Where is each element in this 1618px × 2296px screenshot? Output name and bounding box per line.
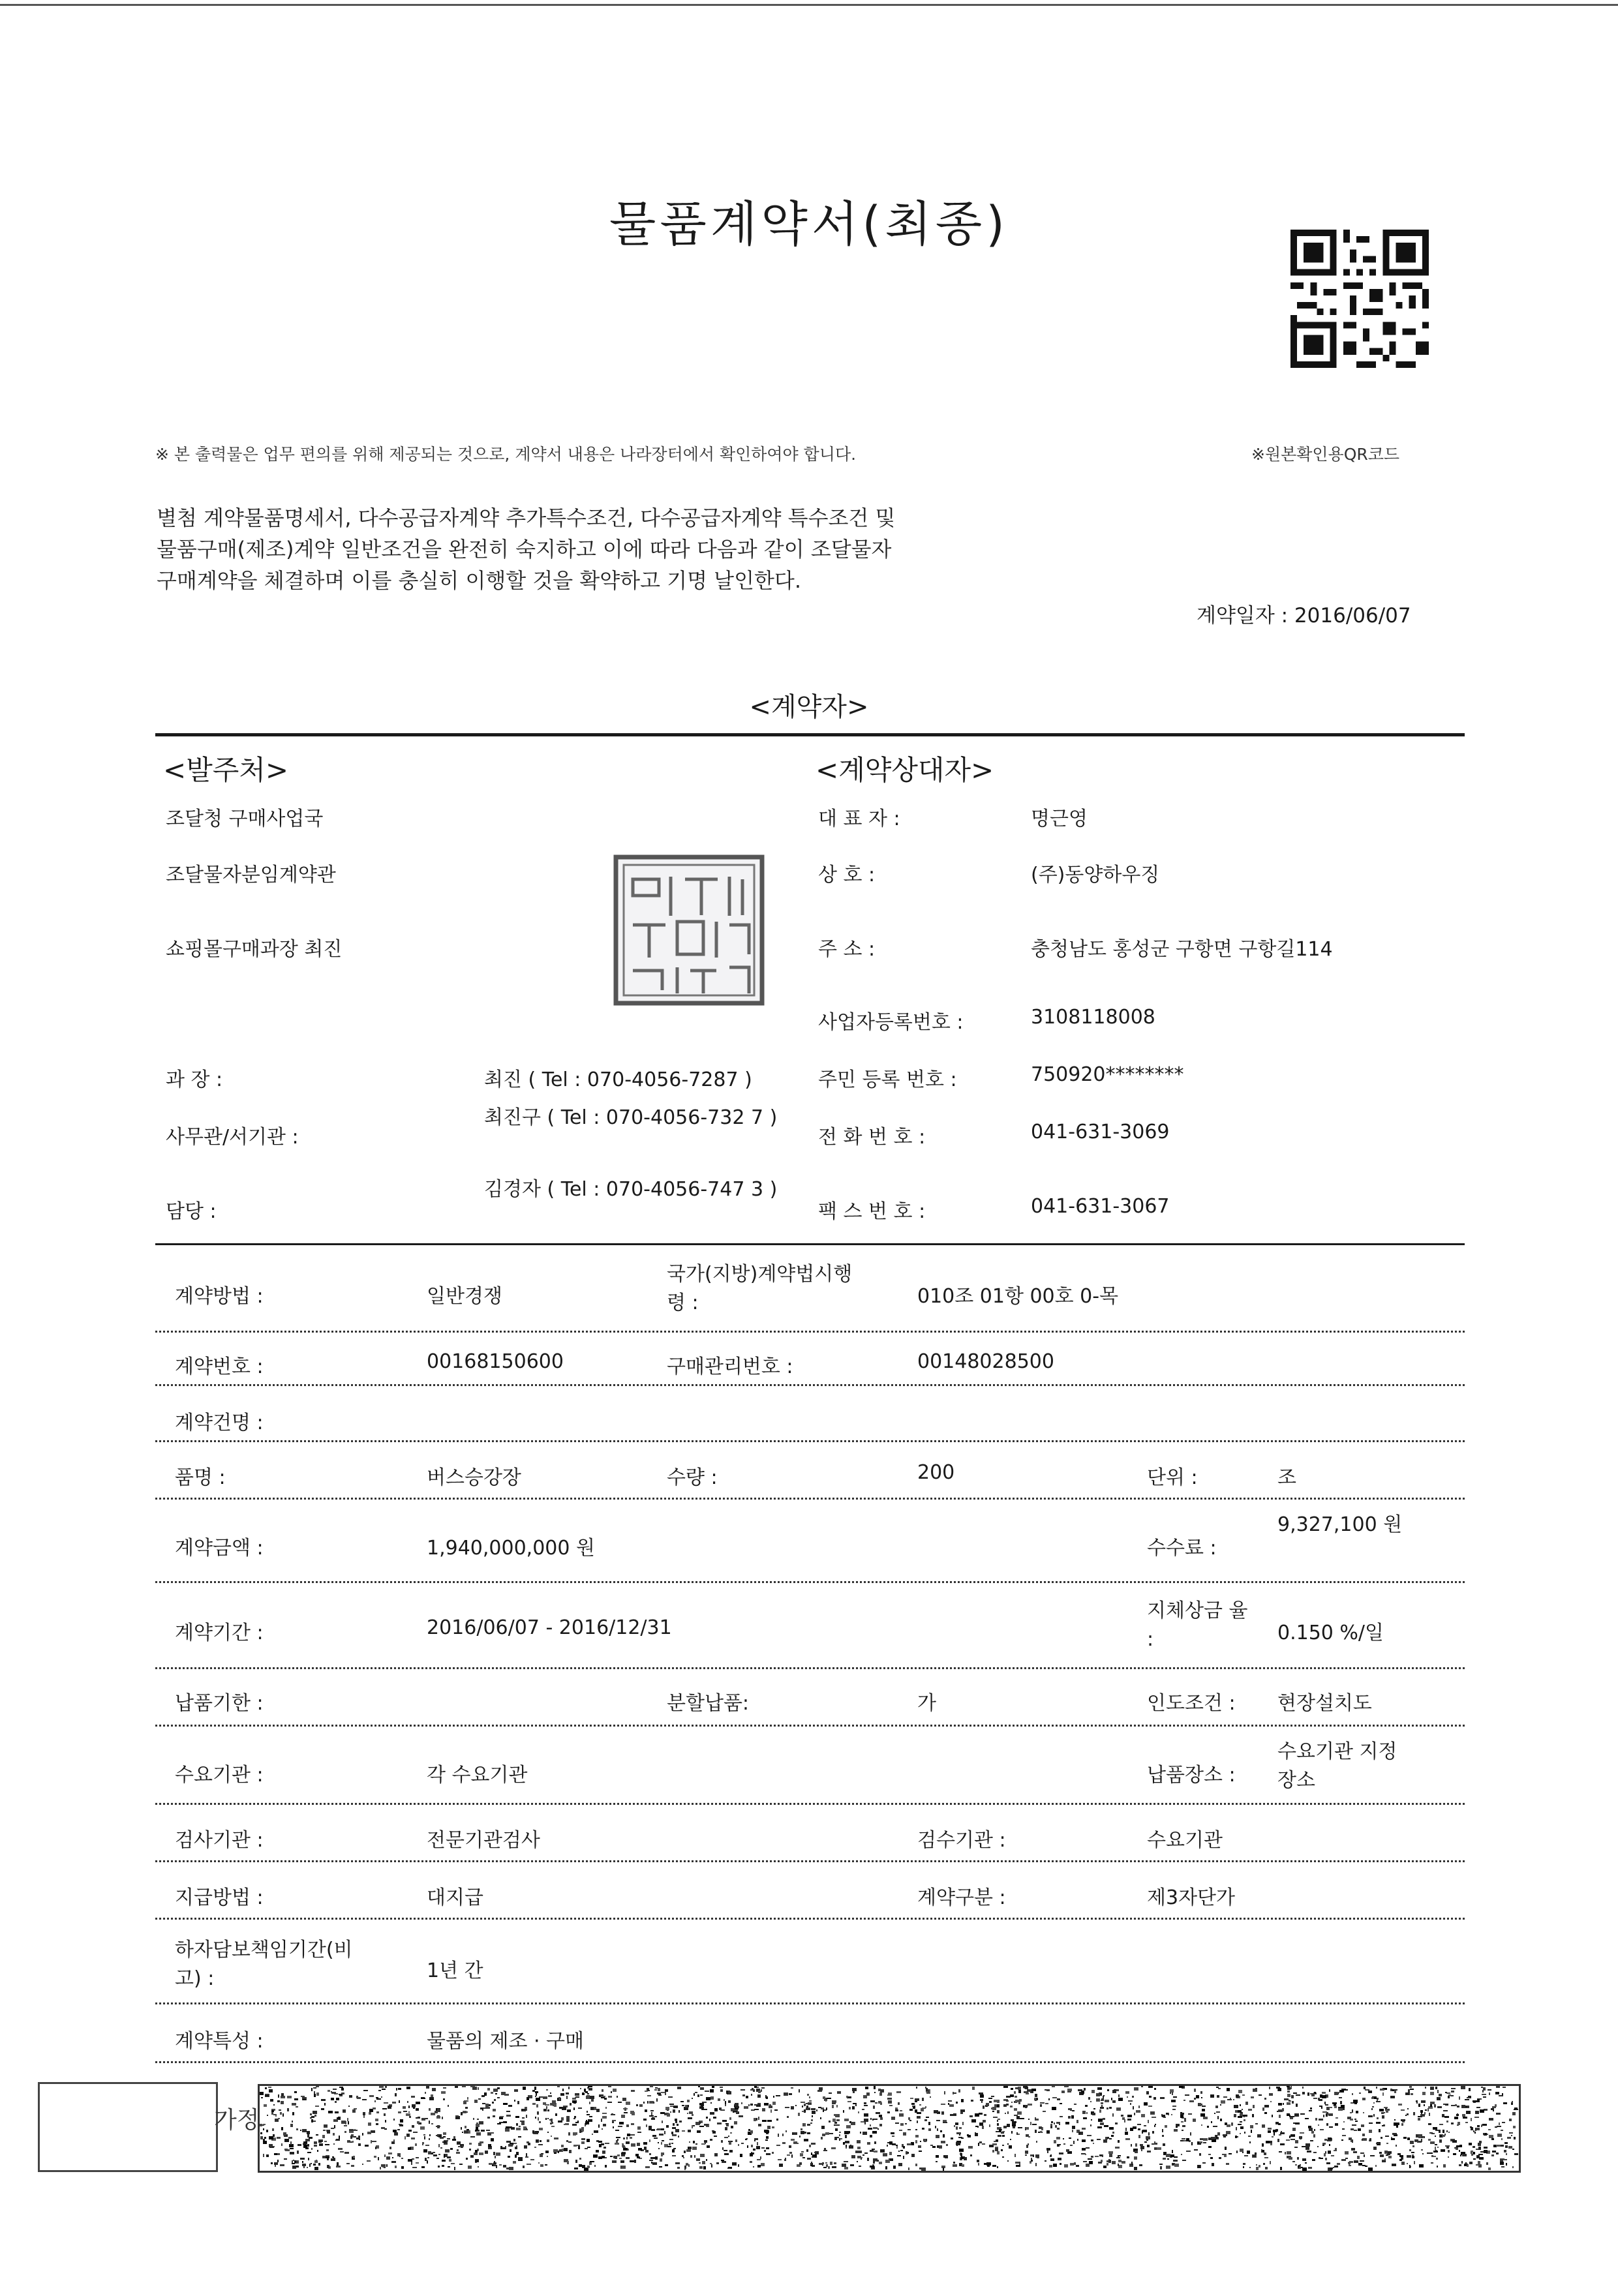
field-label: 지체상금 율 : [1147, 1599, 1248, 1651]
field-value: 대지급 [427, 1886, 483, 1909]
divider [155, 1243, 1465, 1245]
counterparty-heading: <계약상대자> [816, 754, 994, 786]
cp-label: 대 표 자 : [818, 808, 900, 830]
cp-label: 주민 등록 번호 : [818, 1068, 957, 1091]
cp-label: 상 호 : [818, 864, 876, 886]
field-label: 국가(지방)계약법시행 령 : [667, 1263, 853, 1314]
row-divider [155, 1860, 1465, 1862]
contractor-heading: <계약자> [749, 692, 869, 722]
staff-role: 과 장 : [166, 1068, 223, 1091]
row-divider [155, 1331, 1465, 1333]
partial-text: 가정 [214, 2107, 260, 2134]
staff-role: 사무관/서기관 : [166, 1126, 299, 1149]
field-label: 계약기간 : [175, 1622, 264, 1644]
row-divider [155, 1384, 1465, 1386]
staff-role: 담당 : [166, 1200, 217, 1223]
field-label: 검사기관 : [175, 1829, 264, 1852]
document-title: 물품계약서(최종) [609, 196, 1009, 252]
field-value: 수요기관 지정장소 [1277, 1740, 1397, 1792]
field-value: 가 [917, 1692, 936, 1715]
cp-value: (주)동양하우징 [1031, 864, 1160, 886]
redacted-box [38, 2082, 218, 2172]
row-divider [155, 1498, 1465, 1500]
field-value: 1년 간 [427, 1959, 483, 1982]
row-divider [155, 1581, 1465, 1583]
field-value: 일반경쟁 [427, 1285, 502, 1308]
field-label: 계약방법 : [175, 1285, 264, 1308]
orderer-line: 조달물자분임계약관 [166, 864, 336, 886]
orderer-line: 쇼핑몰구매과장 최진 [166, 938, 343, 961]
field-label: 분할납품: [667, 1692, 750, 1715]
cp-label: 사업자등록번호 : [818, 1011, 964, 1034]
contract-date: 계약일자 : 2016/06/07 [1197, 604, 1411, 627]
field-value: 물품의 제조 · 구매 [427, 2030, 585, 2053]
qr-code-icon [1290, 230, 1429, 368]
field-value: 각 수요기관 [427, 1764, 528, 1787]
orderer-line: 조달청 구매사업국 [166, 808, 324, 830]
cp-value: 충청남도 홍성군 구항면 구항길114 [1031, 938, 1333, 961]
field-value: 200 [917, 1461, 955, 1484]
cp-label: 주 소 : [818, 938, 876, 961]
intro-line: 별첨 계약물품명세서, 다수공급자계약 추가특수조건, 다수공급자계약 특수조건 및 [157, 506, 896, 530]
field-label: 검수기관 : [917, 1829, 1006, 1852]
cp-value: 명근영 [1031, 808, 1088, 830]
row-divider [155, 1440, 1465, 1442]
intro-paragraph [157, 502, 895, 596]
notice-text: ※ 본 출력물은 업무 편의를 위해 제공되는 것으로, 계약서 내용은 나라장터에서 확인하여야 합니다. [155, 445, 857, 464]
staff-value: 최진구 ( Tel : 070-4056-732 7 ) [484, 1106, 778, 1129]
cp-value: 041-631-3069 [1031, 1121, 1170, 1143]
field-label: 하자담보책임기간(비 고) : [175, 1939, 353, 1990]
divider [155, 733, 1465, 736]
cp-label: 팩 스 번 호 : [818, 1200, 926, 1223]
field-label: 수수료 : [1147, 1537, 1217, 1560]
row-divider [155, 2002, 1465, 2004]
field-value: 수요기관 [1147, 1829, 1223, 1852]
field-label: 구매관리번호 : [667, 1355, 793, 1378]
field-label: 계약금액 : [175, 1537, 264, 1560]
cp-value: 041-631-3067 [1031, 1195, 1170, 1218]
official-seal-icon [612, 853, 766, 1007]
cp-value: 750920******** [1031, 1063, 1184, 1086]
row-divider [155, 1803, 1465, 1805]
row-divider [155, 1667, 1465, 1669]
field-value: 0.150 %/일 [1277, 1622, 1384, 1644]
intro-line: 구매계약을 체결하며 이를 충실히 이행할 것을 확약하고 기명 날인한다. [157, 568, 801, 593]
field-label: 단위 : [1147, 1466, 1198, 1489]
cp-value: 3108118008 [1031, 1006, 1155, 1029]
orderer-heading: <발주처> [163, 754, 289, 786]
field-value: 00168150600 [427, 1350, 564, 1373]
field-value: 제3자단가 [1147, 1886, 1236, 1909]
field-label: 품명 : [175, 1466, 226, 1489]
scan-noise-pattern [258, 2084, 1521, 2173]
staff-value: 최진 ( Tel : 070-4056-7287 ) [484, 1068, 752, 1091]
field-label: 납품장소 : [1147, 1764, 1236, 1787]
row-divider [155, 1918, 1465, 1920]
field-value: 9,327,100 원 [1277, 1513, 1403, 1536]
field-label: 납품기한 : [175, 1692, 264, 1715]
field-label: 계약건명 : [175, 1412, 264, 1434]
row-divider [155, 2061, 1465, 2063]
row-divider [155, 1725, 1465, 1727]
field-label: 인도조건 : [1147, 1692, 1236, 1715]
field-label: 수요기관 : [175, 1764, 264, 1787]
field-value: 010조 01항 00호 0-목 [917, 1285, 1119, 1308]
field-value: 2016/06/07 - 2016/12/31 [427, 1616, 672, 1639]
field-value: 조 [1277, 1466, 1296, 1489]
field-label: 계약구분 : [917, 1886, 1006, 1909]
qr-notice-text: ※원본확인용QR코드 [1251, 445, 1400, 464]
top-border [0, 4, 1618, 6]
field-value: 현장설치도 [1277, 1692, 1372, 1715]
field-label: 계약특성 : [175, 2030, 264, 2053]
field-value: 전문기관검사 [427, 1829, 540, 1852]
intro-line: 물품구매(제조)계약 일반조건을 완전히 숙지하고 이에 따라 다음과 같이 조달물자 [157, 537, 892, 562]
field-value: 00148028500 [917, 1350, 1054, 1373]
field-value: 버스승강장 [427, 1466, 521, 1489]
field-label: 계약번호 : [175, 1355, 264, 1378]
field-label: 지급방법 : [175, 1886, 264, 1909]
cp-label: 전 화 번 호 : [818, 1126, 926, 1149]
staff-value: 김경자 ( Tel : 070-4056-747 3 ) [484, 1178, 778, 1201]
field-label: 수량 : [667, 1466, 718, 1489]
field-value: 1,940,000,000 원 [427, 1537, 595, 1560]
